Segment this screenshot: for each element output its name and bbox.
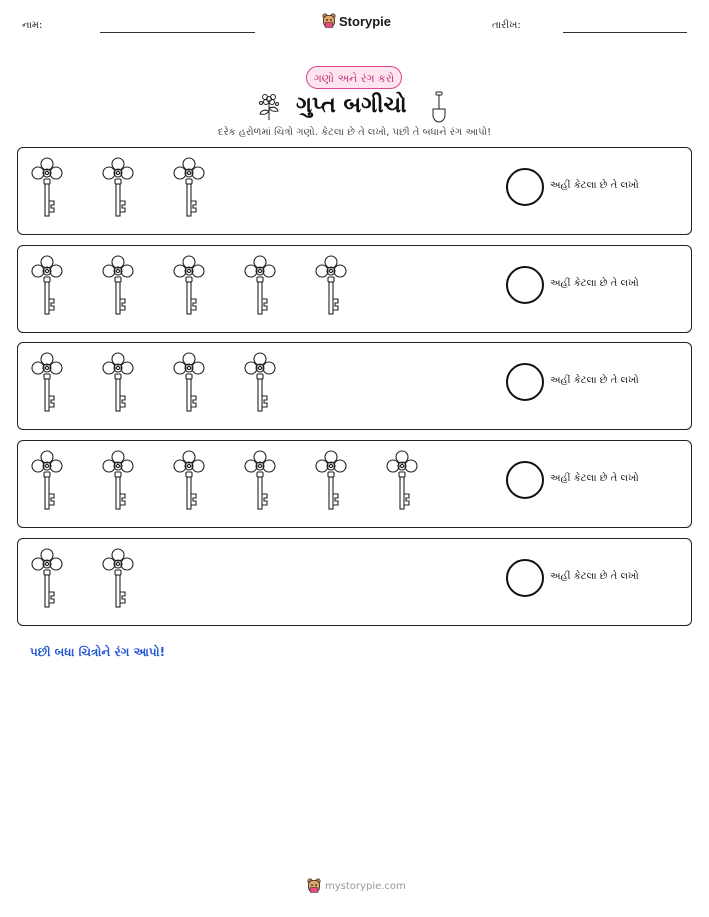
key-icon [30, 254, 64, 316]
key-icon [314, 254, 348, 316]
answer-circle[interactable] [506, 363, 544, 401]
key-group [30, 547, 135, 609]
name-line[interactable] [100, 32, 255, 33]
key-icon [30, 156, 64, 218]
key-icon [243, 351, 277, 413]
count-row-4 [17, 440, 692, 528]
bear-logo-icon [307, 878, 321, 894]
answer-circle[interactable] [506, 168, 544, 206]
key-icon [172, 254, 206, 316]
name-label: નામ: [22, 20, 43, 31]
key-icon [243, 254, 277, 316]
key-icon [172, 449, 206, 511]
key-icon [101, 547, 135, 609]
key-icon [101, 254, 135, 316]
count-row-1 [17, 147, 692, 235]
key-icon [101, 449, 135, 511]
brand-name: Storypie [339, 13, 392, 29]
count-row-3 [17, 342, 692, 430]
flower-icon [256, 91, 282, 121]
key-icon [314, 449, 348, 511]
count-row-2 [17, 245, 692, 333]
brand-logo [322, 13, 391, 29]
key-icon [30, 351, 64, 413]
date-label: તારીખ: [492, 20, 521, 31]
site-url: mystorypie.com [325, 880, 406, 892]
answer-circle[interactable] [506, 461, 544, 499]
site-footer [307, 878, 406, 894]
key-icon [101, 156, 135, 218]
title-row [0, 89, 709, 123]
key-group [30, 449, 419, 511]
instructions: દરેક હરોળમાં ચિત્રો ગણો. કેટલા છે તે લખો, પછી તે બધાને રંગ આપો! [217, 127, 492, 138]
answer-circle[interactable] [506, 559, 544, 597]
answer-label: અહીં કેટલા છે તે લખો [550, 473, 639, 484]
date-line[interactable] [563, 32, 687, 33]
bear-logo-icon [322, 13, 336, 29]
page-title: ગુપ્ત બગીચો [296, 93, 407, 118]
key-icon [243, 449, 277, 511]
count-row-5 [17, 538, 692, 626]
answer-label: અહીં કેટલા છે તે લખો [550, 278, 639, 289]
key-group [30, 156, 206, 218]
shovel-icon [430, 91, 448, 123]
key-icon [172, 156, 206, 218]
activity-badge: ગણો અને રંગ કરો [306, 66, 402, 89]
key-icon [30, 547, 64, 609]
key-icon [172, 351, 206, 413]
key-group [30, 351, 277, 413]
key-icon [30, 449, 64, 511]
key-icon [385, 449, 419, 511]
key-icon [101, 351, 135, 413]
answer-circle[interactable] [506, 266, 544, 304]
answer-label: અહીં કેટલા છે તે લખો [550, 180, 639, 191]
footer-note: પછી બધા ચિત્રોને રંગ આપો! [30, 645, 166, 659]
answer-label: અહીં કેટલા છે તે લખો [550, 571, 639, 582]
answer-label: અહીં કેટલા છે તે લખો [550, 375, 639, 386]
key-group [30, 254, 348, 316]
